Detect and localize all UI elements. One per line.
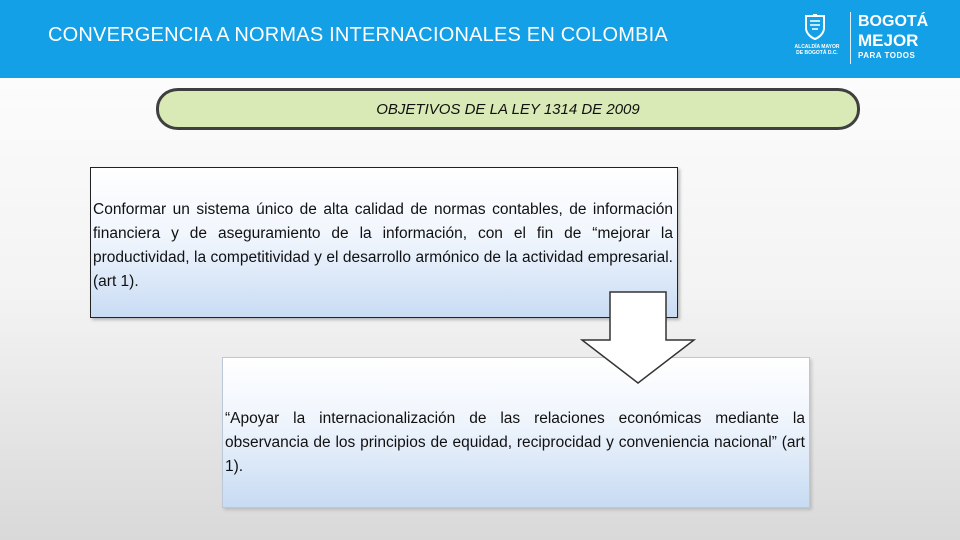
objectives-banner (156, 88, 860, 130)
logo-mejor: MEJOR (858, 31, 919, 50)
bogota-logo (786, 10, 936, 68)
page-title: CONVERGENCIA A NORMAS INTERNACIONALES EN COLOMBIA (48, 24, 668, 46)
objectives-label: OBJETIVOS DE LA LEY 1314 DE 2009 (376, 100, 640, 118)
logo-divider (850, 12, 851, 64)
objective-text-1: Conformar un sistema único de alta calidad de normas contables, de información financiera y de aseguramiento de la información, con el fin de “mejorar la productividad, la competitividad y el desarrollo armónico de la actividad empresarial. (art 1). (93, 201, 673, 290)
header-bar (0, 0, 960, 78)
objective-text-2: “Apoyar la internacionalización de las relaciones económicas mediante la observancia de los principios de equidad, reciprocidad y conveniencia nacional” (art 1). (225, 410, 805, 475)
bogota-shield-icon (804, 14, 826, 40)
logo-para-todos: PARA TODOS (858, 51, 916, 60)
alcaldia-line-1: ALCALDÍA MAYOR (794, 44, 840, 50)
down-arrow-icon (580, 290, 696, 386)
logo-bogota: BOGOTÁ (858, 13, 929, 30)
objective-box-2 (222, 357, 810, 508)
alcaldia-text (786, 44, 848, 56)
alcaldia-line-2: DE BOGOTÁ D.C. (796, 50, 838, 56)
